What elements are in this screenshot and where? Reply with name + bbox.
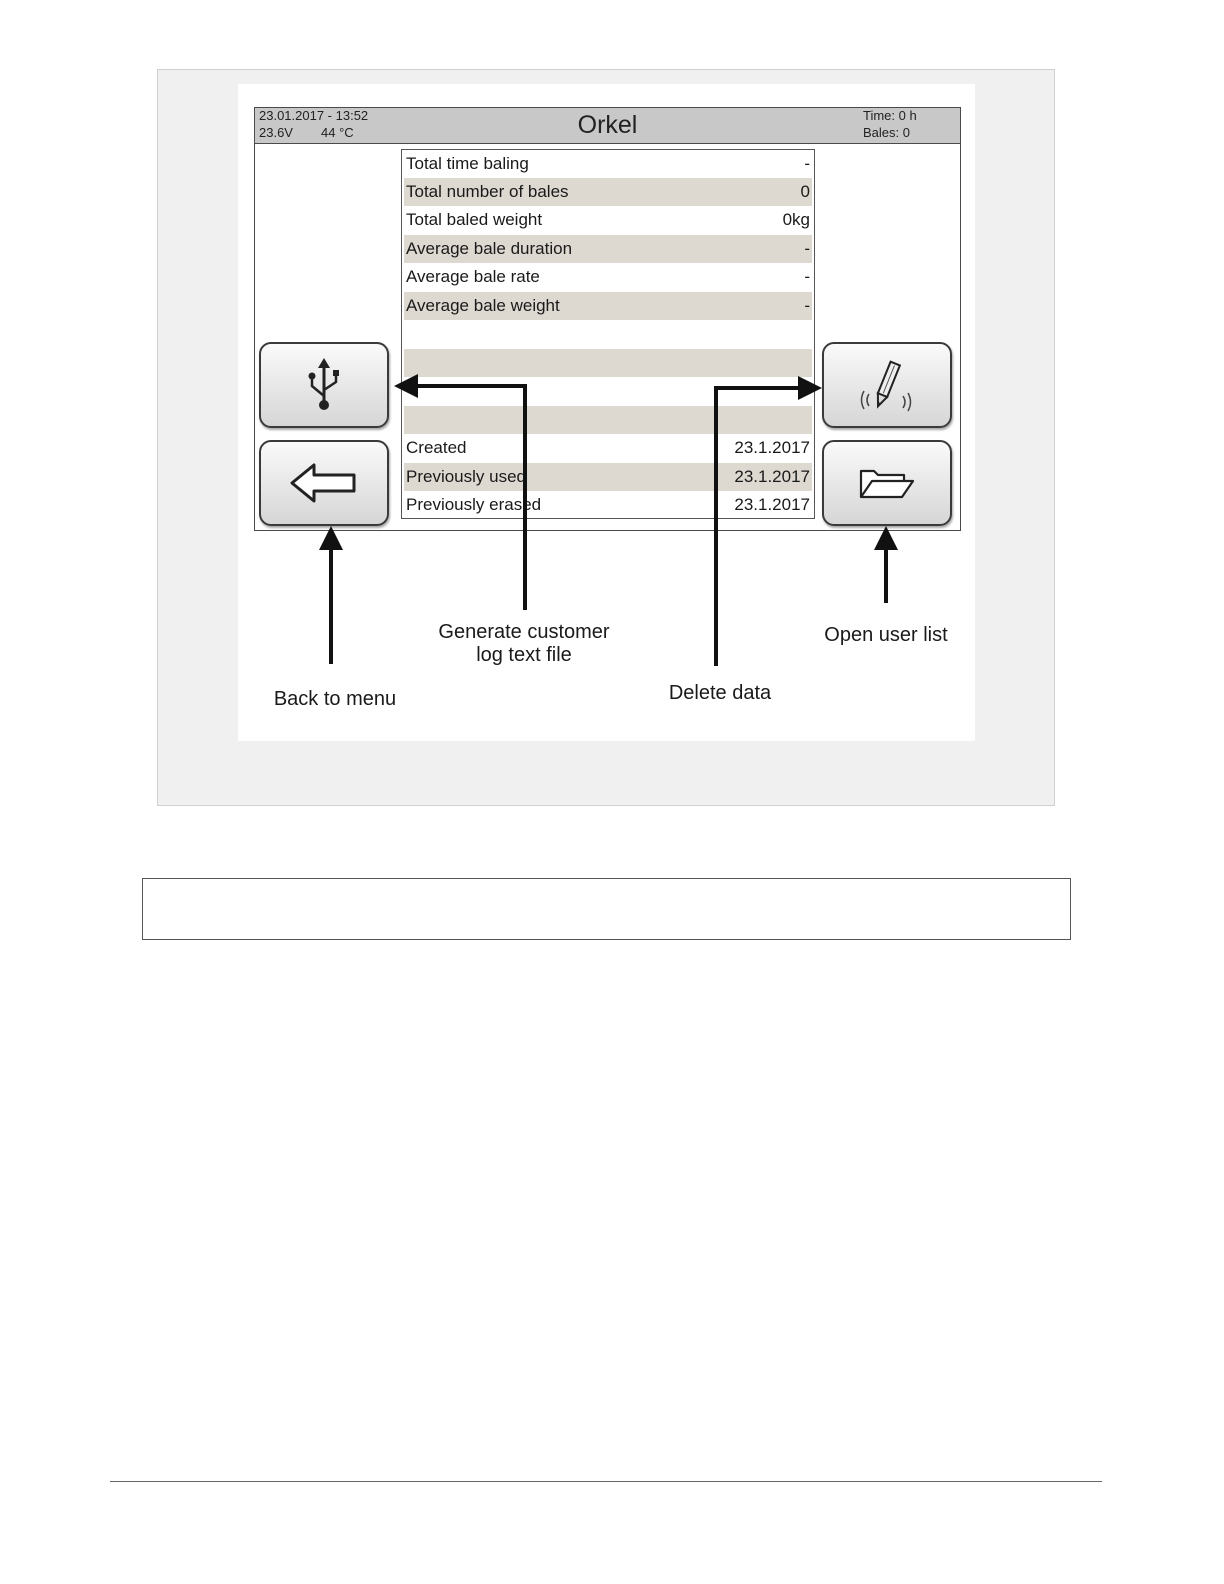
row-label: Total baled weight [406,210,543,229]
table-row [404,235,812,263]
footer-rule [110,1481,1102,1482]
folder-open-icon [858,465,916,501]
row-value: 0kg [782,210,810,229]
row-value: 23.1.2017 [734,438,810,457]
row-label: Created [406,438,467,457]
temperature-text: 44 °C [321,125,354,140]
row-value: - [804,267,810,286]
table-row [404,491,812,519]
table-row [404,377,812,405]
bales-counter: Bales: 0 [863,125,910,140]
generate-log-callout [424,621,624,667]
table-row [404,263,812,291]
table-row [404,463,812,491]
table-row [404,150,812,178]
row-value: 23.1.2017 [734,467,810,486]
row-label: Average bale rate [406,267,540,286]
back-arrow-icon [288,461,360,505]
voltage-text: 23.6V [259,125,293,140]
delete-data-callout: Delete data [668,682,772,704]
table-row [404,292,812,320]
back-to-menu-callout: Back to menu [273,688,397,710]
back-button[interactable] [259,440,389,526]
status-header [255,108,960,144]
table-row [404,434,812,462]
table-row [404,178,812,206]
table-row [404,320,812,348]
datetime-text: 23.01.2017 - 13:52 [259,108,369,123]
callout-line: Generate customer [438,621,610,643]
row-label: Average bale weight [406,296,560,315]
statistics-table [401,149,815,519]
row-value: - [804,239,810,258]
table-row [404,406,812,434]
usb-export-button[interactable] [259,342,389,428]
pencil-icon [855,356,919,414]
app-title: Orkel [577,111,638,139]
row-value: 23.1.2017 [734,495,810,514]
caption-box [142,878,1071,940]
usb-icon [304,356,344,414]
open-user-list-button[interactable] [822,440,952,526]
row-value: - [804,154,810,173]
row-label: Previously used [406,467,527,486]
table-row [404,349,812,377]
row-label: Average bale duration [406,239,573,258]
row-label: Total time baling [406,154,529,173]
callout-line: log text file [476,644,572,666]
row-value: - [804,296,810,315]
time-counter: Time: 0 h [863,108,917,123]
row-value: 0 [800,182,810,201]
delete-data-button[interactable] [822,342,952,428]
row-label: Total number of bales [406,182,569,201]
table-row [404,206,812,234]
open-user-list-callout: Open user list [824,624,948,646]
row-label: Previously erased [406,495,542,514]
